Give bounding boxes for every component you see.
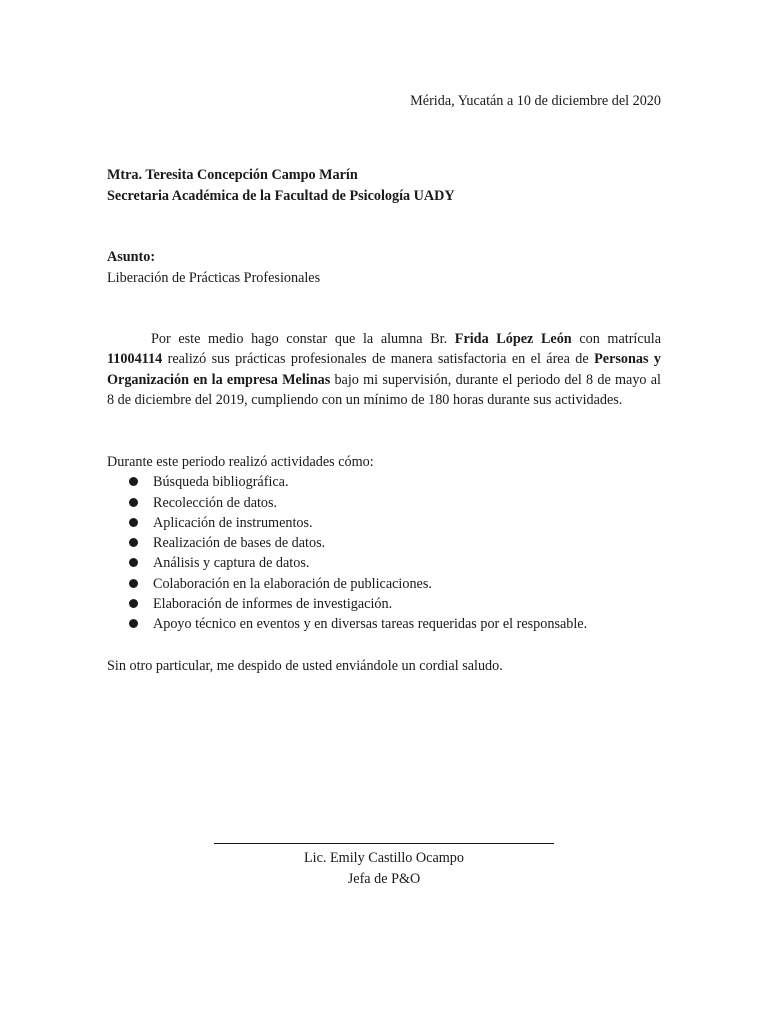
activities-section bbox=[107, 452, 667, 635]
closing-line: Sin otro particular, me despido de usted enviándole un cordial saludo. bbox=[107, 658, 503, 674]
list-item bbox=[107, 513, 667, 533]
list-item-text: Apoyo técnico en eventos y en diversas tareas requeridas por el responsable. bbox=[153, 616, 588, 633]
bullet-icon bbox=[129, 579, 138, 588]
body-paragraph bbox=[107, 329, 661, 410]
list-item bbox=[107, 533, 667, 553]
recipient-name: Mtra. Teresita Concepción Campo Marín bbox=[107, 167, 358, 183]
signature-block bbox=[214, 843, 554, 890]
body-text-3: realizó sus prácticas profesionales de manera satisfactoria en el área de bbox=[162, 351, 595, 368]
bullet-icon bbox=[129, 477, 138, 486]
practice-area: Personas y Organización en la empresa Melinas bbox=[107, 351, 661, 388]
student-id: 11004114 bbox=[107, 351, 163, 368]
list-item-text: Realización de bases de datos. bbox=[153, 535, 326, 552]
body-text-1: Por este medio hago constar que la alumna Br. bbox=[151, 331, 455, 347]
signer-name: Lic. Emily Castillo Ocampo bbox=[304, 850, 464, 866]
date-line: Mérida, Yucatán a 10 de diciembre del 2020 bbox=[410, 93, 661, 109]
bullet-icon bbox=[129, 498, 138, 507]
bullet-icon bbox=[129, 599, 138, 608]
bullet-icon bbox=[129, 538, 138, 547]
signature-line bbox=[214, 843, 554, 844]
subject-text: Liberación de Prácticas Profesionales bbox=[107, 270, 321, 286]
activities-list bbox=[107, 472, 667, 634]
list-item-text: Elaboración de informes de investigación. bbox=[153, 596, 393, 613]
bullet-icon bbox=[129, 518, 138, 527]
list-item bbox=[107, 594, 667, 614]
activities-intro: Durante este periodo realizó actividades cómo: bbox=[107, 454, 374, 470]
list-item bbox=[107, 493, 667, 513]
recipient-position: Secretaria Académica de la Facultad de Psicología UADY bbox=[107, 188, 455, 204]
list-item-text: Análisis y captura de datos. bbox=[153, 555, 310, 572]
bullet-icon bbox=[129, 619, 138, 628]
list-item bbox=[107, 614, 667, 634]
subject-block bbox=[107, 247, 667, 289]
body-text-4: bajo mi supervisión, durante el periodo del 8 de mayo al 8 de diciembre del 2019, cumpliendo con un mínimo de 180 horas durante sus actividades. bbox=[107, 371, 661, 408]
signer-title: Jefa de P&O bbox=[347, 871, 421, 887]
list-item bbox=[107, 553, 667, 573]
list-item-text: Colaboración en la elaboración de publicaciones. bbox=[153, 575, 432, 592]
list-item-text: Aplicación de instrumentos. bbox=[153, 514, 313, 531]
bullet-icon bbox=[129, 558, 138, 567]
list-item-text: Recolección de datos. bbox=[153, 494, 278, 511]
list-item-text: Búsqueda bibliográfica. bbox=[153, 474, 289, 491]
subject-label: Asunto: bbox=[107, 249, 156, 265]
recipient-block bbox=[107, 165, 667, 207]
student-name: Frida López León bbox=[454, 331, 572, 347]
list-item bbox=[107, 472, 667, 492]
body-text-2: con matrícula bbox=[571, 331, 661, 347]
list-item bbox=[107, 574, 667, 594]
